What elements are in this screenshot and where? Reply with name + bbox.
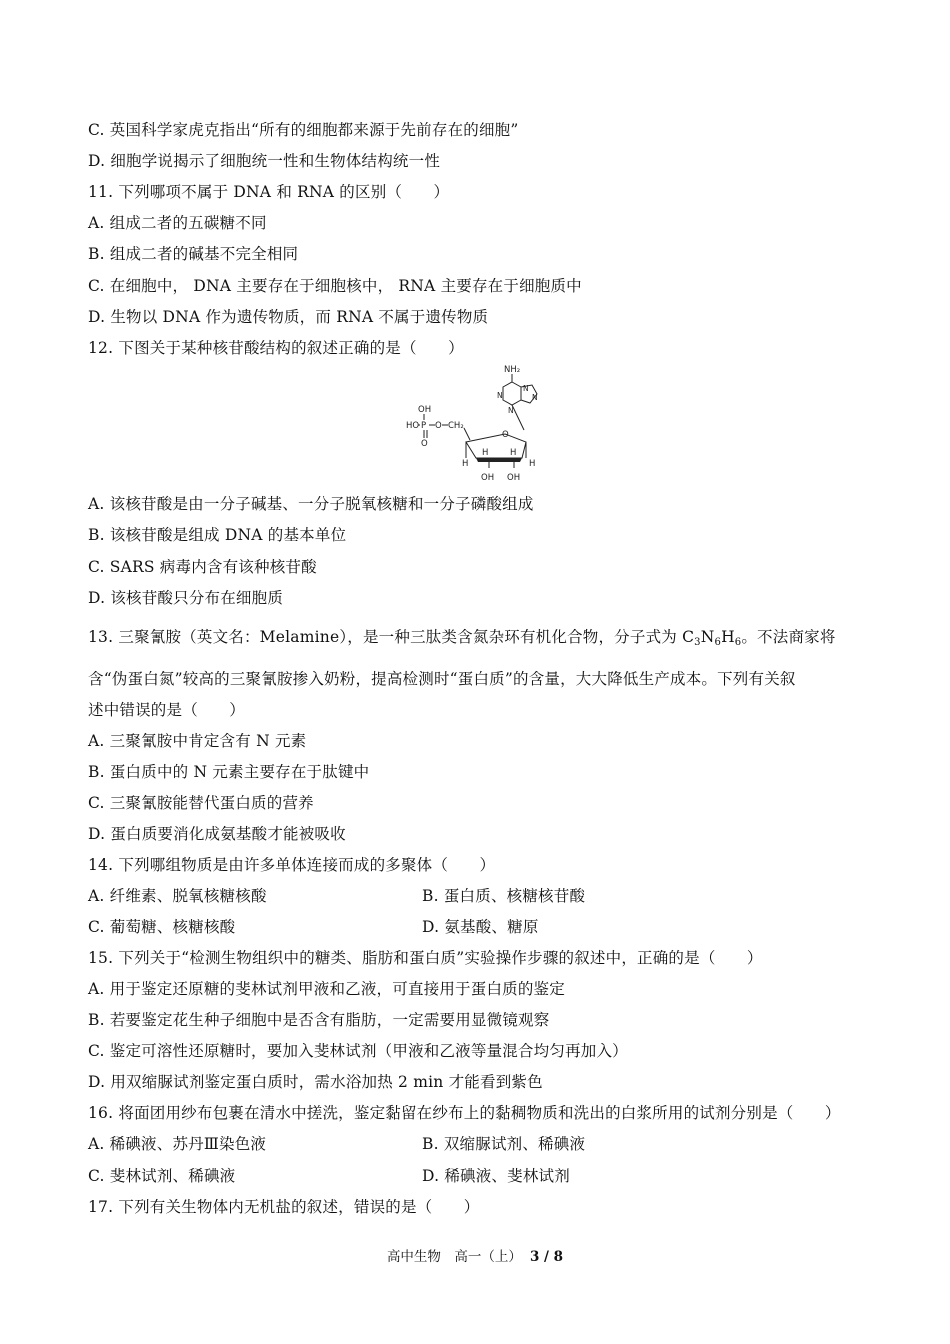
- page-number: 3 / 8: [529, 1249, 564, 1265]
- label-o-down: O: [421, 439, 428, 449]
- label-o-ring: O: [502, 430, 509, 440]
- option-10c: C. 英国科学家虎克指出“所有的细胞都来源于先前存在的细胞”: [88, 121, 519, 139]
- footer-course: 高中生物 高一（上）: [386, 1249, 522, 1265]
- option-14a: A. 纤维素、脱氧核糖核酸: [88, 887, 267, 905]
- option-14d: D. 氨基酸、糖原: [422, 918, 539, 936]
- option-12c: C. SARS 病毒内含有该种核苷酸: [88, 558, 317, 576]
- q13-stem-post: 。不法商家将: [741, 628, 836, 646]
- question-15-stem: 15. 下列关于“检测生物组织中的糖类、脂肪和蛋白质”实验操作步骤的叙述中，正确的是（ ）: [88, 949, 763, 967]
- option-15d: D. 用双缩脲试剂鉴定蛋白质时，需水浴加热 2 min 才能看到紫色: [88, 1073, 543, 1091]
- question-11-stem: 11. 下列哪项不属于 DNA 和 RNA 的区别（ ）: [88, 183, 450, 201]
- label-o-chain: O: [435, 421, 442, 431]
- q13-stem-pre: 13. 三聚氰胺（英文名：Melamine），是一种三肽类含氮杂环有机化合物，分子式为: [88, 628, 683, 646]
- option-10d: D. 细胞学说揭示了细胞统一性和生物体结构统一性: [88, 152, 441, 170]
- question-16-stem: 16. 将面团用纱布包裹在清水中搓洗，鉴定黏留在纱布上的黏稠物质和洗出的白浆所用的试剂分别是（ ）: [88, 1104, 841, 1122]
- option-15b: B. 若要鉴定花生种子细胞中是否含有脂肪，一定需要用显微镜观察: [88, 1011, 550, 1029]
- label-ho-left: HO: [406, 421, 420, 431]
- label-h-c4: H: [462, 459, 469, 469]
- label-h-c1: H: [529, 459, 536, 469]
- label-oh-c3: OH: [481, 473, 495, 483]
- formula-h-sub: 6: [734, 637, 742, 648]
- option-11a: A. 组成二者的五碳糖不同: [88, 214, 267, 232]
- question-13-stem-line2: 含“伪蛋白氮”较高的三聚氰胺掺入奶粉，提高检测时“蛋白质”的含量，大大降低生产成本。下列有关叙: [88, 670, 796, 688]
- label-h-c3: H: [482, 448, 489, 458]
- question-12-stem: 12. 下图关于某种核苷酸结构的叙述正确的是（ ）: [88, 339, 464, 357]
- option-11d: D. 生物以 DNA 作为遗传物质，而 RNA 不属于遗传物质: [88, 308, 489, 326]
- label-ch2: CH₂: [448, 421, 464, 431]
- question-13-stem-line1: [88, 627, 836, 647]
- option-16b: B. 双缩脲试剂、稀碘液: [422, 1135, 586, 1153]
- formula-h: H: [721, 628, 735, 646]
- label-n7: N: [523, 384, 529, 393]
- formula-c: C: [682, 628, 695, 646]
- formula-n-sub: 6: [714, 637, 722, 648]
- option-13d: D. 蛋白质要消化成氨基酸才能被吸收: [88, 825, 346, 843]
- nucleotide-structure-figure: [404, 362, 554, 486]
- label-n1: N: [497, 391, 503, 400]
- question-17-stem: 17. 下列有关生物体内无机盐的叙述，错误的是（ ）: [88, 1198, 480, 1216]
- option-12a: A. 该核苷酸是由一分子碱基、一分子脱氧核糖和一分子磷酸组成: [88, 495, 534, 513]
- label-oh-c2: OH: [507, 473, 521, 483]
- option-12b: B. 该核苷酸是组成 DNA 的基本单位: [88, 526, 347, 544]
- option-11c: C. 在细胞中， DNA 主要存在于细胞核中， RNA 主要存在于细胞质中: [88, 277, 582, 295]
- molecular-formula: [682, 628, 741, 646]
- label-nh2: NH₂: [504, 365, 521, 375]
- option-16d: D. 稀碘液、斐林试剂: [422, 1167, 570, 1185]
- label-p: P: [421, 421, 427, 431]
- option-15a: A. 用于鉴定还原糖的斐林试剂甲液和乙液，可直接用于蛋白质的鉴定: [88, 980, 565, 998]
- option-12d: D. 该核苷酸只分布在细胞质: [88, 589, 284, 607]
- question-13-stem-line3: 述中错误的是（ ）: [88, 701, 246, 719]
- option-16c: C. 斐林试剂、稀碘液: [88, 1167, 236, 1185]
- option-14b: B. 蛋白质、核糖核苷酸: [422, 887, 586, 905]
- option-15c: C. 鉴定可溶性还原糖时，要加入斐林试剂（甲液和乙液等量混合均匀再加入）: [88, 1042, 628, 1060]
- formula-c-sub: 3: [694, 637, 701, 648]
- ribose-ring: [466, 434, 526, 458]
- option-13a: A. 三聚氰胺中肯定含有 N 元素: [88, 732, 307, 750]
- label-oh-top: OH: [418, 405, 432, 415]
- option-14c: C. 葡萄糖、核糖核酸: [88, 918, 236, 936]
- label-h-c2: H: [510, 448, 517, 458]
- option-13c: C. 三聚氰胺能替代蛋白质的营养: [88, 794, 314, 812]
- option-13b: B. 蛋白质中的 N 元素主要存在于肽键中: [88, 763, 370, 781]
- question-14-stem: 14. 下列哪组物质是由许多单体连接而成的多聚体（ ）: [88, 856, 496, 874]
- ribose-bold-edge: [476, 458, 522, 462]
- glycosidic-bond: [512, 405, 524, 430]
- formula-n: N: [700, 628, 715, 646]
- option-11b: B. 组成二者的碱基不完全相同: [88, 245, 299, 263]
- label-n9: N: [532, 393, 538, 402]
- page-footer: [0, 1245, 950, 1265]
- pyrimidine-ring: [503, 382, 521, 405]
- option-16a: A. 稀碘液、苏丹Ⅲ染色液: [88, 1135, 267, 1153]
- label-n3: N: [508, 406, 514, 415]
- ch2-c4-bond: [464, 428, 470, 440]
